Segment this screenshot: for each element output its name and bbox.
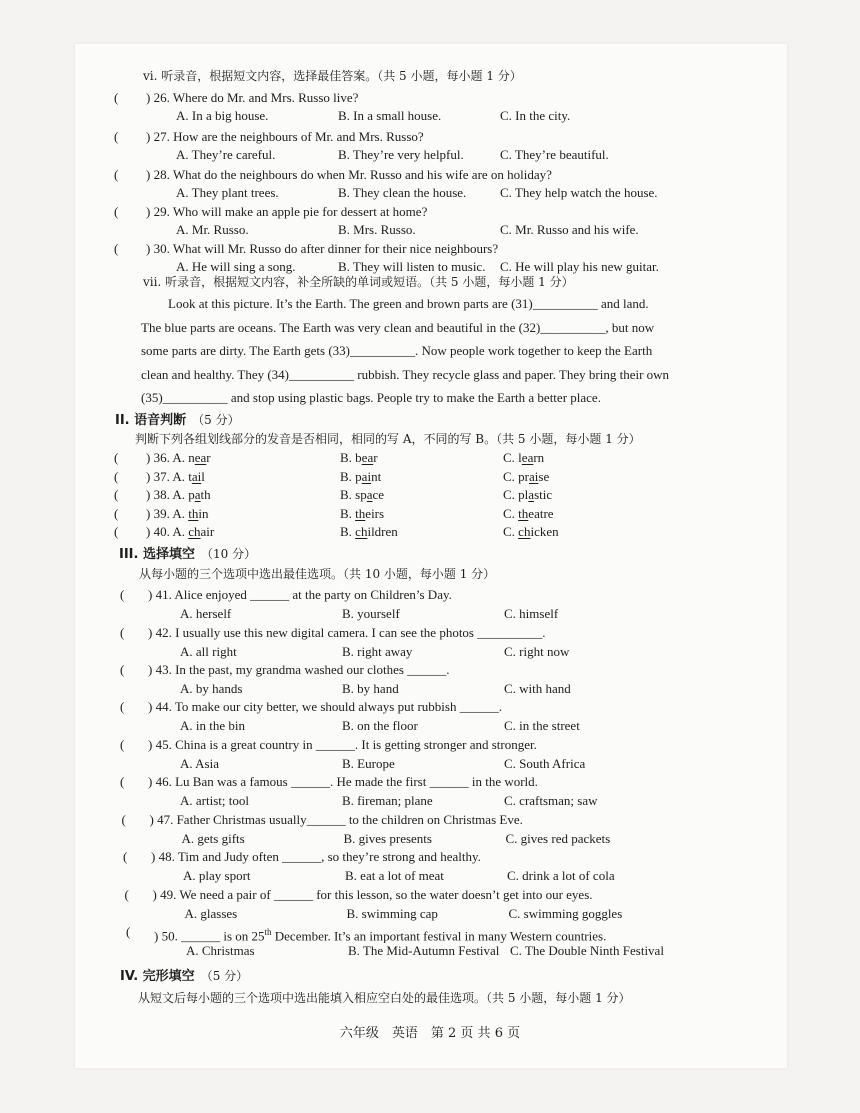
option-b: B. on the floor (342, 718, 418, 733)
option-b (340, 487, 384, 503)
question-text (154, 924, 606, 944)
question-number: ) 39. A. (146, 506, 189, 521)
question-number: ) 36. A. (146, 450, 189, 465)
underlined-sound: a (366, 487, 373, 502)
option-b: B. They clean the house. (338, 185, 467, 200)
underlined-sound: ai (361, 469, 372, 484)
option-a (146, 506, 209, 522)
word-part: p (188, 487, 195, 502)
option-a: A. Asia (180, 756, 219, 771)
section-iv-title: IV. 完形填空 (120, 969, 195, 984)
question-text: ) 42. I usually use this new digital camera. I can see the photos __________. (148, 625, 546, 640)
option-c: C. They help watch the house. (500, 185, 658, 200)
section-iv-instruction: 从短文后每小题的三个选项中选出能填入相应空白处的最佳选项。（共 5 小题，每小题 1 分） (138, 991, 631, 1005)
answer-paren: ( (120, 662, 125, 677)
option-a: A. all right (180, 644, 237, 659)
option-a: A. He will sing a song. (176, 259, 296, 274)
option-c: C. Mr. Russo and his wife. (500, 222, 639, 237)
option-a: A. Mr. Russo. (176, 222, 249, 237)
word-part: n (188, 450, 195, 465)
underlined-sound: th (355, 506, 366, 521)
section-ii-title: II. 语音判断 (115, 413, 187, 428)
underlined-sound: ch (355, 524, 368, 539)
question-text: ) 30. What will Mr. Russo do after dinner for their nice neighbours? (146, 241, 499, 256)
underlined-sound: ai (191, 469, 202, 484)
answer-paren: ( (126, 924, 131, 939)
word-part: r (206, 450, 211, 465)
word-part: t (188, 469, 192, 484)
underlined-sound: ea (194, 450, 207, 465)
word-part: ce (372, 487, 385, 502)
answer-paren: ( (120, 699, 125, 714)
option-b (340, 524, 398, 540)
word-part: B. (340, 506, 356, 521)
question-text: ) 41. Alice enjoyed ______ at the party on Children’s Day. (148, 587, 452, 602)
option-b: B. yourself (342, 606, 400, 621)
option-c: C. craftsman; saw (504, 793, 598, 808)
section-ii-score: （5 分） (192, 413, 240, 427)
word-part: eirs (365, 506, 385, 521)
option-a (146, 450, 211, 466)
section-vii-instruction: vii. 听录音，根据短文内容，补全所缺的单词或短语。（共 5 小题，每小题 1 分） (143, 275, 574, 289)
option-a: A. Christmas (186, 943, 255, 958)
option-c: C. himself (504, 606, 559, 621)
section-iii-title: III. 选择填空 (119, 547, 195, 562)
word-part: se (538, 469, 550, 484)
word-part: r (373, 450, 378, 465)
answer-paren: ( (123, 849, 128, 864)
answer-paren: ( (120, 774, 125, 789)
word-part: ildren (367, 524, 398, 539)
word-part: air (200, 524, 215, 539)
word-part: nt (371, 469, 382, 484)
word-part: in (198, 506, 209, 521)
section-iii-heading (119, 546, 256, 563)
passage-line: Look at this picture. It’s the Earth. The green and brown parts are (31)__________ and land. (168, 296, 649, 311)
underlined-sound: ch (188, 524, 201, 539)
option-c: C. drink a lot of cola (507, 868, 615, 883)
option-a: A. They’re careful. (176, 147, 276, 162)
option-a (146, 524, 214, 540)
question-text: ) 26. Where do Mr. and Mrs. Russo live? (146, 90, 359, 105)
option-c: C. They’re beautiful. (500, 147, 609, 162)
ordinal-suffix: th (264, 927, 272, 937)
word-part: C. (503, 524, 519, 539)
word-part: l (201, 469, 205, 484)
question-number: ) 40. A. (146, 524, 189, 539)
question-text: ) 47. Father Christmas usually______ to the children on Christmas Eve. (149, 812, 523, 827)
option-b: B. In a small house. (338, 108, 442, 123)
underlined-sound: th (188, 506, 199, 521)
section-iv-heading (120, 968, 248, 985)
passage-line: clean and healthy. They (34)__________ rubbish. They recycle glass and paper. They bring their own (141, 367, 670, 382)
option-b (340, 469, 381, 485)
underlined-sound: ea (361, 450, 374, 465)
question-text-part: December. It’s an important festival in many Western countries. (271, 928, 607, 944)
word-part: B. sp (340, 487, 367, 502)
answer-paren: ( (114, 167, 119, 182)
option-a: A. in the bin (180, 718, 245, 733)
option-a: A. glasses (184, 906, 238, 921)
underlined-sound: th (518, 506, 529, 521)
answer-paren: ( (114, 506, 119, 521)
word-part: B. b (340, 450, 362, 465)
word-part: icken (530, 524, 559, 539)
option-c (503, 450, 544, 466)
option-a (146, 487, 211, 503)
section-iv-score: （5 分） (200, 969, 249, 983)
option-c: C. South Africa (504, 756, 586, 771)
answer-paren: ( (114, 469, 119, 484)
word-part: C. l (503, 450, 522, 465)
option-a: A. by hands (180, 681, 243, 696)
answer-paren: ( (120, 587, 125, 602)
underlined-sound: ea (521, 450, 534, 465)
option-b: B. Europe (342, 756, 395, 771)
passage-line: The blue parts are oceans. The Earth was very clean and beautiful in the (32)__________, but now (141, 320, 655, 335)
underlined-sound: ai (529, 469, 539, 484)
word-part: rn (533, 450, 545, 465)
option-b: B. by hand (342, 681, 399, 696)
answer-paren: ( (121, 812, 126, 827)
answer-paren: ( (114, 524, 119, 539)
question-text: ) 45. China is a great country in ______. It is getting stronger and stronger. (148, 737, 537, 752)
underlined-sound: a (194, 487, 201, 502)
passage-line: (35)__________ and stop using plastic bags. People try to make the Earth a better place. (141, 390, 601, 405)
word-part: B. (340, 524, 356, 539)
option-b: B. The Mid-Autumn Festival (348, 943, 500, 958)
option-b: B. right away (342, 644, 413, 659)
option-b (340, 450, 378, 466)
option-b: B. swimming cap (346, 906, 438, 921)
word-part: C. pl (503, 487, 529, 502)
section-vi-instruction: vi. 听录音，根据短文内容，选择最佳答案。（共 5 小题，每小题 1 分） (143, 69, 522, 83)
answer-paren: ( (124, 887, 129, 902)
option-c: C. The Double Ninth Festival (510, 943, 664, 958)
option-b: B. eat a lot of meat (345, 868, 444, 883)
question-text: ) 49. We need a pair of ______ for this lesson, so the water doesn’t get into our eyes. (152, 887, 593, 902)
option-c: C. He will play his new guitar. (500, 259, 659, 274)
underlined-sound: a (528, 487, 535, 502)
section-ii-instruction: 判断下列各组划线部分的发音是否相同，相同的写 A，不同的写 B。（共 5 小题，每小题 1 分） (135, 432, 641, 446)
option-a: A. gets gifts (181, 831, 245, 846)
word-part: C. pr (503, 469, 529, 484)
option-a: A. artist; tool (180, 793, 249, 808)
answer-paren: ( (114, 90, 119, 105)
option-c: C. right now (504, 644, 570, 659)
question-text: ) 46. Lu Ban was a famous ______. He made the first ______ in the world. (148, 774, 538, 789)
word-part: C. (503, 506, 519, 521)
question-text-part: ) 50. ______ is on 25 (154, 928, 265, 944)
passage-line: some parts are dirty. The Earth gets (33)__________. Now people work together to keep the Earth (141, 343, 653, 358)
option-a: A. play sport (183, 868, 251, 883)
answer-paren: ( (114, 129, 119, 144)
answer-paren: ( (120, 625, 125, 640)
option-c: C. in the street (504, 718, 580, 733)
question-number: ) 38. A. (146, 487, 189, 502)
question-number: ) 37. A. (146, 469, 189, 484)
question-text: ) 44. To make our city better, we should always put rubbish ______. (148, 699, 502, 714)
option-c: C. gives red packets (505, 831, 611, 846)
answer-paren: ( (114, 450, 119, 465)
option-b: B. Mrs. Russo. (338, 222, 416, 237)
option-b (340, 506, 384, 522)
answer-paren: ( (120, 737, 125, 752)
option-b: B. They will listen to music. (338, 259, 486, 274)
answer-paren: ( (114, 241, 119, 256)
word-part: stic (534, 487, 553, 502)
section-iii-instruction: 从每小题的三个选项中选出最佳选项。（共 10 小题，每小题 1 分） (139, 567, 496, 581)
option-a: A. In a big house. (176, 108, 269, 123)
option-c (503, 487, 552, 503)
option-b: B. fireman; plane (342, 793, 433, 808)
underlined-sound: ch (518, 524, 531, 539)
word-part: eatre (528, 506, 554, 521)
option-c: C. In the city. (500, 108, 571, 123)
option-c: C. swimming goggles (508, 906, 623, 921)
question-text: ) 29. Who will make an apple pie for dessert at home? (146, 204, 428, 219)
section-ii-heading (115, 412, 240, 429)
question-text: ) 48. Tim and Judy often ______, so they’re strong and healthy. (151, 849, 481, 864)
option-a (146, 469, 205, 485)
page-footer: 六年级 英语 第 2 页 共 6 页 (339, 1026, 521, 1041)
section-iii-score: （10 分） (200, 547, 257, 561)
option-c (503, 524, 559, 540)
option-c: C. with hand (504, 681, 571, 696)
word-part: th (200, 487, 211, 502)
option-a: A. They plant trees. (176, 185, 279, 200)
question-text: ) 43. In the past, my grandma washed our clothes ______. (148, 662, 450, 677)
word-part: B. p (340, 469, 362, 484)
option-b: B. They’re very helpful. (338, 147, 464, 162)
question-text: ) 27. How are the neighbours of Mr. and Mrs. Russo? (146, 129, 424, 144)
question-text: ) 28. What do the neighbours do when Mr. Russo and his wife are on holiday? (146, 167, 552, 182)
option-c (503, 506, 554, 522)
answer-paren: ( (114, 487, 119, 502)
option-b: B. gives presents (343, 831, 432, 846)
option-a: A. herself (180, 606, 232, 621)
answer-paren: ( (114, 204, 119, 219)
option-c (503, 469, 549, 485)
